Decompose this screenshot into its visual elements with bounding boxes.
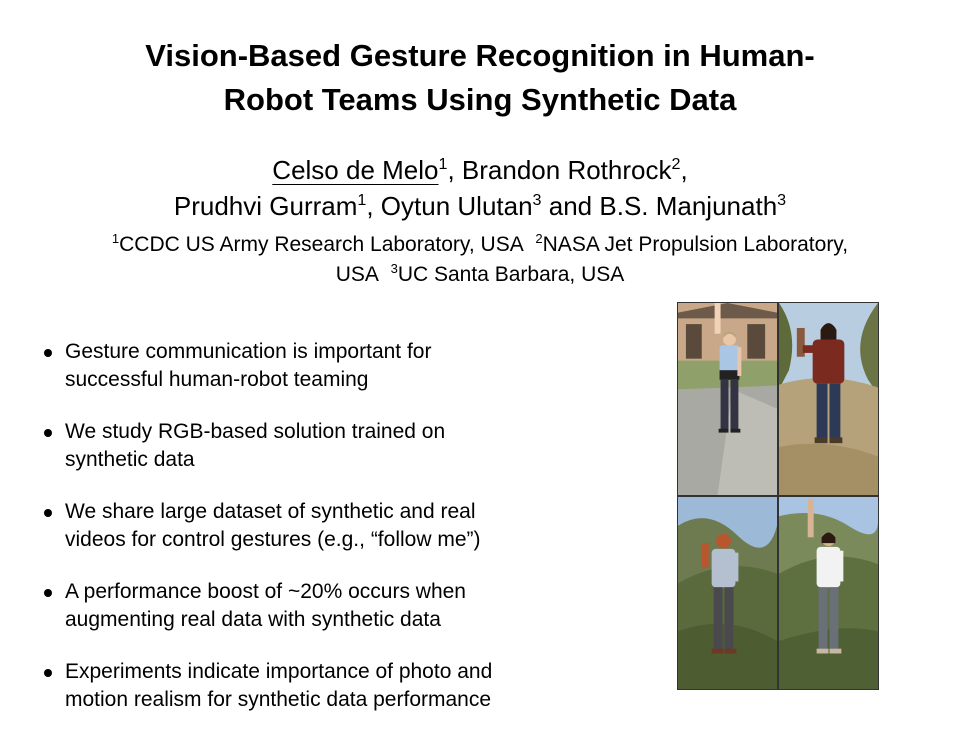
synthetic-render-avatar-1-figure xyxy=(678,497,777,689)
bullet-line: We share large dataset of synthetic and real xyxy=(65,500,476,523)
bullet-list xyxy=(44,338,624,738)
bullet-line: Gesture communication is important for xyxy=(65,340,432,363)
author-affil-mark: 2 xyxy=(671,155,681,174)
affil-mark: 3 xyxy=(390,260,398,276)
bullet-line: motion realism for synthetic data performance xyxy=(65,688,492,711)
gesture-image-grid xyxy=(677,302,879,690)
bullet-line: augmenting real data with synthetic data xyxy=(65,608,441,631)
bullet-dot-icon xyxy=(44,669,52,677)
author-line-1: Celso de Melo$^1$, Brandon Rothrock$^2$, xyxy=(272,155,688,185)
author-name: B.S. Manjunath xyxy=(599,191,778,221)
author-affil-mark: 3 xyxy=(777,191,787,210)
affiliation-line-1 xyxy=(0,230,960,260)
bullet-item xyxy=(44,498,624,554)
real-photo-man-figure xyxy=(779,303,878,495)
bullet-line: Experiments indicate importance of photo and xyxy=(65,660,493,683)
bullet-line: A performance boost of ~20% occurs when xyxy=(65,580,466,603)
synthetic-render-avatar-2-figure xyxy=(779,497,878,689)
author-affil-mark: 3 xyxy=(532,191,542,210)
bullet-dot-icon xyxy=(44,349,52,357)
bullet-item xyxy=(44,658,624,714)
author-line-2: Prudhvi Gurram$^1$, Oytun Ulutan$^3$ and B.S. Manjunath$^3$ xyxy=(173,191,787,221)
bullet-line: videos for control gestures (e.g., “follow me”) xyxy=(65,528,481,551)
affiliation-line-2 xyxy=(0,260,960,290)
author-name: Prudhvi Gurram xyxy=(173,191,358,221)
bullet-line: successful human-robot teaming xyxy=(65,368,369,391)
bullet-dot-icon xyxy=(44,429,52,437)
real-photo-woman-figure xyxy=(678,303,777,495)
bullet-item xyxy=(44,338,624,394)
affiliation-text: USA xyxy=(335,263,379,286)
bullet-item xyxy=(44,578,624,634)
affiliation-text: UC Santa Barbara, USA xyxy=(397,263,625,286)
real-photo-woman xyxy=(678,303,777,495)
real-photo-man xyxy=(779,303,878,495)
affiliation-text: NASA Jet Propulsion Laboratory, xyxy=(542,233,849,256)
bullet-dot-icon xyxy=(44,589,52,597)
title-line-2: Robot Teams Using Synthetic Data xyxy=(223,82,737,117)
synthetic-render-avatar-1 xyxy=(678,497,777,689)
bullet-line: We study RGB-based solution trained on xyxy=(65,420,446,443)
author-name: Oytun Ulutan xyxy=(380,191,533,221)
synthetic-render-avatar-2 xyxy=(779,497,878,689)
bullet-dot-icon xyxy=(44,509,52,517)
affil-mark: 1 xyxy=(111,230,120,246)
affil-mark: 2 xyxy=(535,230,543,246)
affiliations xyxy=(0,230,960,290)
author-affil-mark: 1 xyxy=(357,191,367,210)
author-affil-mark: 1 xyxy=(438,155,448,174)
paper-title xyxy=(40,34,920,122)
affiliation-text: CCDC US Army Research Laboratory, USA xyxy=(119,233,524,256)
author-list xyxy=(0,152,960,224)
author-name: Brandon Rothrock xyxy=(461,155,672,185)
bullet-line: synthetic data xyxy=(65,448,195,471)
title-line-1: Vision-Based Gesture Recognition in Human- xyxy=(145,38,815,73)
author-presenter: Celso de Melo xyxy=(272,155,439,185)
bullet-item xyxy=(44,418,624,474)
author-conjunction: and xyxy=(548,191,593,221)
